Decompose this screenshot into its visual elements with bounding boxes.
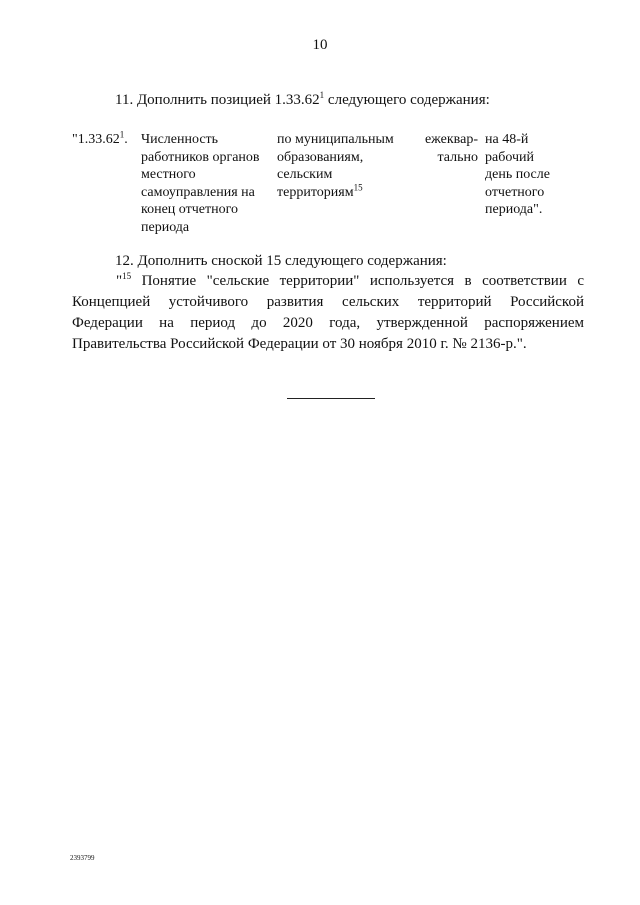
name-line: конец отчетного — [141, 202, 238, 217]
item-11-heading — [115, 92, 490, 109]
document-number: 2393799 — [70, 854, 95, 862]
scope-line: образованиям, — [277, 149, 364, 165]
row-code-suffix: . — [124, 132, 128, 147]
due-line: рабочий — [485, 149, 534, 165]
footnote-open-quote: " — [116, 273, 123, 289]
row-code-superscript: 1 — [119, 129, 125, 140]
end-divider — [287, 398, 375, 399]
footnote-superscript: 15 — [122, 271, 132, 281]
row-indicator-name — [141, 131, 271, 236]
row-periodicity — [416, 131, 478, 166]
footnote-15 — [72, 271, 584, 355]
row-code — [72, 131, 128, 149]
row-code-text: "1.33.62 — [72, 132, 120, 147]
item-12-heading: 12. Дополнить сноской 15 следующего содержания: — [115, 253, 447, 269]
page-number: 10 — [312, 37, 328, 53]
row-due-date — [485, 131, 565, 219]
name-line: местного — [141, 167, 196, 182]
period-line-1: ежеквар- — [424, 132, 478, 147]
row-scope — [277, 131, 422, 201]
period-line-2: тально — [437, 149, 478, 165]
scope-superscript: 15 — [353, 181, 363, 192]
due-line: день после — [485, 167, 550, 182]
item-11-text-after: следующего содержания: — [324, 92, 490, 108]
scope-line-last — [277, 181, 422, 202]
name-line: периода — [141, 219, 190, 235]
item-11-superscript: 1 — [319, 90, 325, 100]
scope-last-text: территориям — [277, 184, 354, 200]
due-line: периода". — [485, 202, 543, 217]
footnote-text: Понятие "сельские территории" используется в соответствии с Концепцией устойчивого развития сельских территорий Российской Федерации на период до 2020 года, утвержденной распоряжением Правительства Российской Федерации от 30 ноября 2010 г. № 2136-р.". — [72, 273, 584, 352]
due-line: отчетного — [485, 184, 545, 200]
due-line: на 48-й — [485, 132, 529, 147]
item-11-text: 11. Дополнить позицией 1.33.62 — [115, 92, 320, 108]
scope-line: по муниципальным — [277, 132, 394, 147]
name-line: Численность — [141, 132, 219, 147]
name-line: работников органов — [141, 149, 260, 165]
scope-line: сельским — [277, 167, 333, 182]
name-line: самоуправления на — [141, 184, 255, 200]
